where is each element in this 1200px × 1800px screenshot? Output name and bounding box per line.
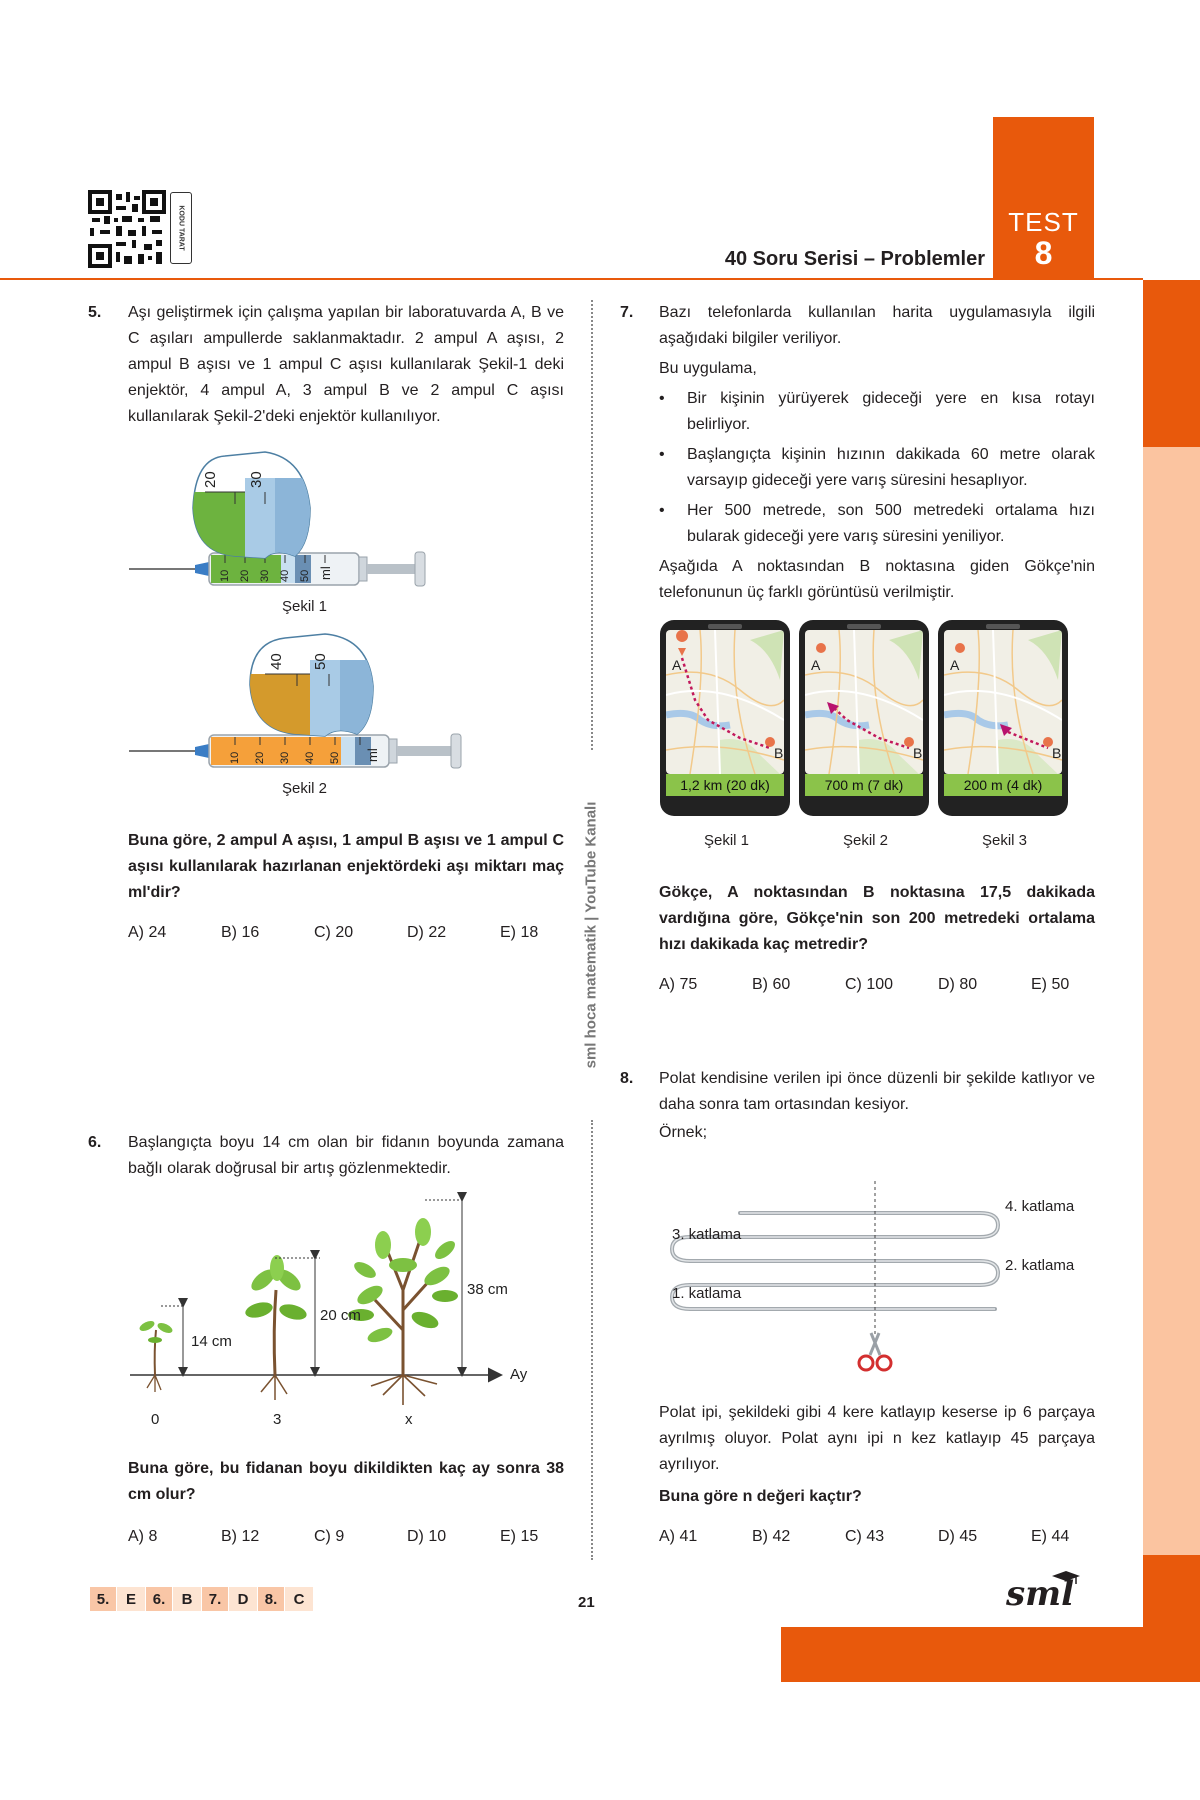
fig1-scale-30: 30 xyxy=(259,569,271,582)
q6-number: 6. xyxy=(88,1134,102,1151)
month-label-x: x xyxy=(405,1411,413,1428)
answer-key-q5-num: 5. xyxy=(90,1587,116,1611)
q7-bullet-1: • Bir kişinin yürüyerek gideceği yere en kısa rotayı belirliyor. xyxy=(659,386,1095,438)
fig2-scale-20: 20 xyxy=(254,751,266,764)
q7-choice-c[interactable]: C) 100 xyxy=(845,976,894,993)
q5-question: Buna göre, 2 ampul A aşısı, 1 ampul B aşısı ve 1 ampul C aşısı kullanılarak hazırlanan enjektördeki aşı miktarı maç ml'dir? xyxy=(128,832,564,901)
q7-choice-a[interactable]: A) 75 xyxy=(659,976,698,993)
answer-key-q6-ans: B xyxy=(173,1587,201,1611)
q5-number: 5. xyxy=(88,304,102,321)
q7-lead: Bu uygulama, xyxy=(659,360,757,377)
phone2-label-b: B xyxy=(913,745,923,761)
phone2-label-a: A xyxy=(811,657,821,673)
q7-choice-e[interactable]: E) 50 xyxy=(1031,976,1070,993)
header-rule xyxy=(0,278,1143,280)
q8-example: Örnek; xyxy=(659,1124,708,1141)
phone-2 xyxy=(799,620,929,816)
q8-number: 8. xyxy=(620,1070,634,1087)
q7-block xyxy=(659,300,1095,606)
q7-intro: Bazı telefonlarda kullanılan harita uygulamasıyla ilgili aşağıdaki bilgiler veriliyor. xyxy=(659,304,1095,347)
q8-text2: Polat ipi, şekildeki gibi 4 kere katlayıp keserse ip 6 parçaya ayrılmış oluyor. Polat aynı ipi n kez katlayıp 45 parçaya ayrılıyor. xyxy=(659,1404,1095,1473)
q5-choice-b[interactable]: B) 16 xyxy=(221,924,260,941)
phone3-label-a: A xyxy=(950,657,960,673)
q5-text: Aşı geliştirmek için çalışma yapılan bir laboratuvarda A, B ve C aşıları ampullerde saklanmaktadır. 2 ampul A aşısı, 2 ampul B aşısı ve 1 ampul C aşısı kullanılarak Şekil-1 deki enjektör, 4 ampul A, 3 ampul B ve 2 ampul C aşısı kullanılarak Şekil-2'deki enjektör kullanılıyor. xyxy=(128,304,564,425)
brand-logo-text: sml xyxy=(1006,1574,1075,1614)
fig2-zoom-50: 50 xyxy=(312,653,329,670)
q7-after: Aşağıda A noktasından B noktasına giden Gökçe'nin telefonunun üç farklı görüntüsü verilmiştir. xyxy=(659,558,1095,601)
q7-number: 7. xyxy=(620,304,634,321)
fig2-zoom-40: 40 xyxy=(268,653,285,670)
fig2-scale-30: 30 xyxy=(279,751,291,764)
fig2-unit: ml xyxy=(365,748,380,762)
q7-bullet-2: • Başlangıçta kişinin hızının dakikada 60 metre olarak varsayıp gideceği yere varış süresini hesaplıyor. xyxy=(659,442,1095,494)
fold-label-4-text: 4. katlama xyxy=(1005,1198,1075,1215)
side-bar-peach xyxy=(1143,447,1200,1555)
sapling-month-x xyxy=(348,1218,458,1405)
phone2-caption: Şekil 2 xyxy=(843,832,889,849)
q7-bullet-3: • Her 500 metrede, son 500 metredeki ortalama hızı bularak gideceği yere varış süresini yeniliyor. xyxy=(659,498,1095,550)
sapling-growth-figure xyxy=(125,1190,565,1430)
phone1-label-b: B xyxy=(774,745,784,761)
page-number: 21 xyxy=(578,1594,595,1611)
column-divider-bottom xyxy=(591,1120,593,1560)
phone3-distance: 200 m (4 dk) xyxy=(963,777,1043,793)
q6-choice-c[interactable]: C) 9 xyxy=(314,1528,345,1545)
q6-choice-d[interactable]: D) 10 xyxy=(407,1528,447,1545)
q8-question: Buna göre n değeri kaçtır? xyxy=(659,1488,862,1505)
fig1-scale-20: 20 xyxy=(239,569,251,582)
answer-key-q8-ans: C xyxy=(285,1587,313,1611)
month-label-3: 3 xyxy=(273,1411,282,1428)
month-label-0: 0 xyxy=(151,1411,160,1428)
test-number: 8 xyxy=(1034,235,1053,271)
fig1-unit: ml xyxy=(318,566,333,580)
phone-3 xyxy=(938,620,1068,816)
q6-choice-e[interactable]: E) 15 xyxy=(500,1528,539,1545)
phone3-caption: Şekil 3 xyxy=(982,832,1028,849)
fold-label-3-text: 3. katlama xyxy=(672,1226,742,1243)
q6-text: Başlangıçta boyu 14 cm olan bir fidanın boyunda zamana bağlı olarak doğrusal bir artış gözlenmektedir. xyxy=(128,1134,564,1177)
q6-choices xyxy=(128,1528,593,1546)
q5-choice-e[interactable]: E) 18 xyxy=(500,924,539,941)
fig1-zoom-30: 30 xyxy=(248,471,265,488)
answer-key-q8-num: 8. xyxy=(258,1587,284,1611)
q7-question: Gökçe, A noktasından B noktasına 17,5 dakikada vardığına göre, Gökçe'nin son 200 metredeki ortalama hızı dakikada kaç metredir? xyxy=(659,884,1095,953)
q8-choice-b[interactable]: B) 42 xyxy=(752,1528,791,1545)
answer-key-q6-num: 6. xyxy=(146,1587,172,1611)
fold-label-1-text: 1. katlama xyxy=(672,1285,742,1302)
footer-orange-block xyxy=(781,1627,1200,1682)
fig2-scale-50: 50 xyxy=(329,751,341,764)
q7-bullets xyxy=(659,386,1095,550)
fig1-scale-40: 40 xyxy=(279,569,291,582)
syringe-figure-2 xyxy=(125,630,525,780)
q5-choice-d[interactable]: D) 22 xyxy=(407,924,447,941)
q8-choice-e[interactable]: E) 44 xyxy=(1031,1528,1070,1545)
column-divider-top xyxy=(591,300,593,750)
side-text: sml hoca matematik | YouTube Kanalı xyxy=(582,801,600,1069)
phone1-caption: Şekil 1 xyxy=(704,832,750,849)
qr-code[interactable] xyxy=(88,190,166,268)
q6-choice-b[interactable]: B) 12 xyxy=(221,1528,260,1545)
syringe-figure-1 xyxy=(125,448,475,598)
height-label-14: 14 cm xyxy=(191,1333,232,1350)
fig2-caption: Şekil 2 xyxy=(282,780,328,797)
phone1-distance: 1,2 km (20 dk) xyxy=(680,777,770,793)
fig1-scale-50: 50 xyxy=(299,569,311,582)
fig1-zoom-20: 20 xyxy=(202,471,219,488)
phone2-distance: 700 m (7 dk) xyxy=(824,777,904,793)
brand-logo xyxy=(1000,1568,1100,1618)
fig2-scale-40: 40 xyxy=(304,751,316,764)
q8-choice-a[interactable]: A) 41 xyxy=(659,1528,698,1545)
phone3-label-b: B xyxy=(1052,745,1062,761)
fig2-scale-10: 10 xyxy=(229,751,241,764)
q7-choice-d[interactable]: D) 80 xyxy=(938,976,978,993)
q8-text: Polat kendisine verilen ipi önce düzenli bir şekilde katlıyor ve daha sonra tam ortasından kesiyor. xyxy=(659,1070,1095,1113)
side-bar-orange xyxy=(1143,280,1200,447)
sapling-month-3 xyxy=(244,1255,309,1400)
sapling-month-0 xyxy=(138,1319,174,1392)
fold-label-2-text: 2. katlama xyxy=(1005,1257,1075,1274)
scissors-icon xyxy=(859,1333,891,1370)
answer-key-q7-ans: D xyxy=(229,1587,257,1611)
phone-screens-figure xyxy=(660,620,1080,830)
phone1-label-a: A xyxy=(672,657,682,673)
q5-choice-c[interactable]: C) 20 xyxy=(314,924,354,941)
answer-key-q5-ans: E xyxy=(117,1587,145,1611)
q8-choices xyxy=(659,1528,1124,1546)
q7-choices xyxy=(659,976,1124,994)
answer-key-q7-num: 7. xyxy=(202,1587,228,1611)
height-label-38: 38 cm xyxy=(467,1281,508,1298)
q5-choices xyxy=(128,924,593,942)
phone-1 xyxy=(660,620,790,816)
q7-choice-b[interactable]: B) 60 xyxy=(752,976,791,993)
height-label-20: 20 cm xyxy=(320,1307,361,1324)
fig1-scale-10: 10 xyxy=(219,569,231,582)
test-label: TEST xyxy=(1008,207,1079,237)
series-title: 40 Soru Serisi – Problemler xyxy=(724,248,985,270)
fig1-caption: Şekil 1 xyxy=(282,598,328,615)
q6-question: Buna göre, bu fidanan boyu dikildikten kaç ay sonra 38 cm olur? xyxy=(128,1460,564,1503)
side-bar-orange-bottom xyxy=(1143,1555,1200,1627)
test-tab xyxy=(993,117,1094,280)
q5-choice-a[interactable]: A) 24 xyxy=(128,924,167,941)
axis-label-ay: Ay xyxy=(510,1366,528,1383)
q8-choice-c[interactable]: C) 43 xyxy=(845,1528,885,1545)
q8-choice-d[interactable]: D) 45 xyxy=(938,1528,978,1545)
q6-choice-a[interactable]: A) 8 xyxy=(128,1528,158,1545)
qr-side-label: KODU TARAT xyxy=(170,192,192,264)
